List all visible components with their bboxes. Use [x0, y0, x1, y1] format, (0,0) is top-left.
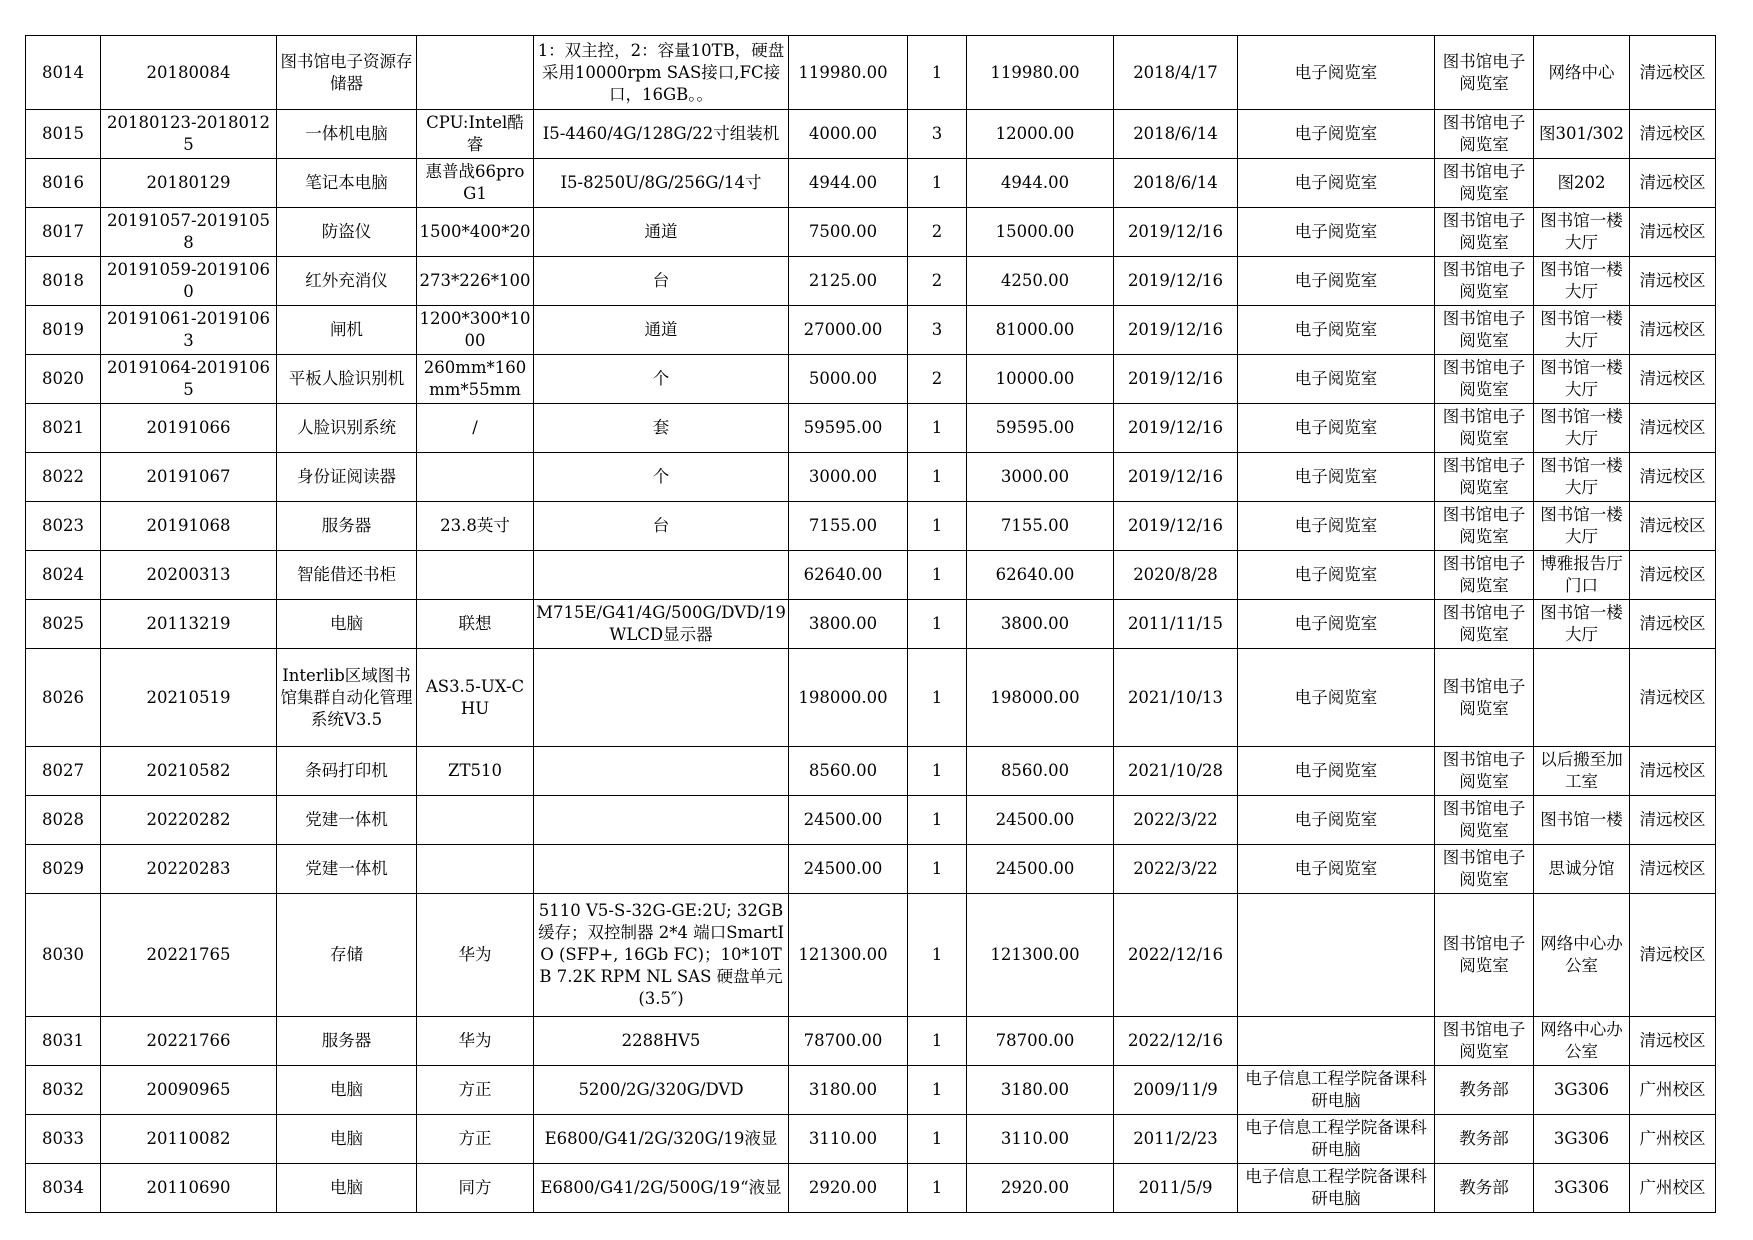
- cell-purchase-date: 2022/3/22: [1114, 796, 1238, 845]
- cell-quantity: 1: [908, 1164, 967, 1213]
- cell-campus: 清远校区: [1630, 453, 1716, 502]
- cell-purchase-date: 2020/8/28: [1114, 551, 1238, 600]
- table-row: [26, 257, 1716, 306]
- cell-campus: 清远校区: [1630, 649, 1716, 747]
- cell-purchase-date: 2021/10/28: [1114, 747, 1238, 796]
- cell-total-amount: 119980.00: [967, 36, 1114, 110]
- cell-asset-name: 闸机: [277, 306, 417, 355]
- cell-asset-name: 笔记本电脑: [277, 159, 417, 208]
- cell-unit-price: 8560.00: [789, 747, 908, 796]
- cell-usage: 电子阅览室: [1238, 502, 1435, 551]
- cell-usage: 电子阅览室: [1238, 600, 1435, 649]
- cell-model-spec: [417, 796, 534, 845]
- cell-purchase-date: 2019/12/16: [1114, 502, 1238, 551]
- cell-asset-name: 党建一体机: [277, 796, 417, 845]
- cell-unit-price: 3000.00: [789, 453, 908, 502]
- cell-department: 图书馆电子阅览室: [1435, 36, 1534, 110]
- cell-seq: 8024: [26, 551, 101, 600]
- cell-configuration: 1：双主控，2：容量10TB，硬盘采用10000rpm SAS接口,FC接口，16GB。。: [534, 36, 789, 110]
- cell-configuration: 个: [534, 453, 789, 502]
- cell-quantity: 1: [908, 600, 967, 649]
- cell-seq: 8023: [26, 502, 101, 551]
- cell-purchase-date: 2018/6/14: [1114, 110, 1238, 159]
- cell-purchase-date: 2019/12/16: [1114, 306, 1238, 355]
- cell-campus: 清远校区: [1630, 551, 1716, 600]
- cell-quantity: 1: [908, 159, 967, 208]
- cell-department: 图书馆电子阅览室: [1435, 845, 1534, 894]
- asset-table-body: [26, 36, 1716, 1213]
- cell-department: 图书馆电子阅览室: [1435, 110, 1534, 159]
- cell-asset-name: 党建一体机: [277, 845, 417, 894]
- cell-seq: 8016: [26, 159, 101, 208]
- cell-model-spec: CPU:Intel酷睿: [417, 110, 534, 159]
- cell-department: 图书馆电子阅览室: [1435, 747, 1534, 796]
- cell-usage: 电子阅览室: [1238, 36, 1435, 110]
- cell-unit-price: 2920.00: [789, 1164, 908, 1213]
- cell-seq: 8027: [26, 747, 101, 796]
- cell-campus: 清远校区: [1630, 845, 1716, 894]
- cell-asset-code: 20110082: [101, 1115, 277, 1164]
- cell-campus: 广州校区: [1630, 1115, 1716, 1164]
- cell-quantity: 1: [908, 453, 967, 502]
- cell-total-amount: 12000.00: [967, 110, 1114, 159]
- cell-location: 图书馆一楼大厅: [1534, 453, 1630, 502]
- cell-configuration: I5-8250U/8G/256G/14寸: [534, 159, 789, 208]
- cell-usage: 电子阅览室: [1238, 649, 1435, 747]
- cell-purchase-date: 2019/12/16: [1114, 404, 1238, 453]
- cell-campus: 清远校区: [1630, 36, 1716, 110]
- table-row: [26, 600, 1716, 649]
- cell-campus: 清远校区: [1630, 306, 1716, 355]
- cell-department: 图书馆电子阅览室: [1435, 453, 1534, 502]
- cell-asset-name: 服务器: [277, 502, 417, 551]
- cell-location: 网络中心办公室: [1534, 894, 1630, 1017]
- cell-asset-name: 条码打印机: [277, 747, 417, 796]
- cell-department: 图书馆电子阅览室: [1435, 551, 1534, 600]
- cell-total-amount: 10000.00: [967, 355, 1114, 404]
- cell-total-amount: 78700.00: [967, 1017, 1114, 1066]
- cell-location: 博雅报告厅门口: [1534, 551, 1630, 600]
- cell-model-spec: 23.8英寸: [417, 502, 534, 551]
- cell-seq: 8017: [26, 208, 101, 257]
- cell-asset-name: 电脑: [277, 1066, 417, 1115]
- cell-configuration: [534, 551, 789, 600]
- cell-asset-code: 20220282: [101, 796, 277, 845]
- cell-model-spec: 联想: [417, 600, 534, 649]
- cell-quantity: 1: [908, 36, 967, 110]
- cell-unit-price: 5000.00: [789, 355, 908, 404]
- asset-table: [25, 35, 1716, 1213]
- cell-total-amount: 15000.00: [967, 208, 1114, 257]
- cell-seq: 8022: [26, 453, 101, 502]
- cell-asset-code: 20191064-20191065: [101, 355, 277, 404]
- cell-asset-name: Interlib区域图书馆集群自动化管理系统V3.5: [277, 649, 417, 747]
- table-row: [26, 1066, 1716, 1115]
- cell-department: 图书馆电子阅览室: [1435, 1017, 1534, 1066]
- cell-department: 图书馆电子阅览室: [1435, 159, 1534, 208]
- cell-asset-code: 20180129: [101, 159, 277, 208]
- cell-configuration: 通道: [534, 306, 789, 355]
- cell-purchase-date: 2011/5/9: [1114, 1164, 1238, 1213]
- table-row: [26, 502, 1716, 551]
- cell-model-spec: 同方: [417, 1164, 534, 1213]
- table-row: [26, 110, 1716, 159]
- cell-department: 教务部: [1435, 1115, 1534, 1164]
- cell-seq: 8029: [26, 845, 101, 894]
- cell-department: 教务部: [1435, 1066, 1534, 1115]
- cell-campus: 清远校区: [1630, 600, 1716, 649]
- cell-total-amount: 24500.00: [967, 845, 1114, 894]
- cell-campus: 清远校区: [1630, 404, 1716, 453]
- cell-total-amount: 198000.00: [967, 649, 1114, 747]
- cell-location: 图书馆一楼大厅: [1534, 355, 1630, 404]
- table-row: [26, 1017, 1716, 1066]
- cell-total-amount: 59595.00: [967, 404, 1114, 453]
- cell-asset-code: 20191068: [101, 502, 277, 551]
- cell-asset-code: 20191067: [101, 453, 277, 502]
- cell-seq: 8026: [26, 649, 101, 747]
- cell-model-spec: 273*226*100: [417, 257, 534, 306]
- cell-total-amount: 121300.00: [967, 894, 1114, 1017]
- cell-unit-price: 121300.00: [789, 894, 908, 1017]
- cell-asset-name: 防盗仪: [277, 208, 417, 257]
- cell-seq: 8030: [26, 894, 101, 1017]
- table-row: [26, 159, 1716, 208]
- table-row: [26, 1115, 1716, 1164]
- cell-configuration: 套: [534, 404, 789, 453]
- cell-location: 图202: [1534, 159, 1630, 208]
- cell-location: 图书馆一楼大厅: [1534, 404, 1630, 453]
- cell-campus: 清远校区: [1630, 159, 1716, 208]
- cell-location: 网络中心办公室: [1534, 1017, 1630, 1066]
- cell-location: 以后搬至加工室: [1534, 747, 1630, 796]
- cell-total-amount: 3800.00: [967, 600, 1114, 649]
- cell-location: 3G306: [1534, 1066, 1630, 1115]
- cell-usage: [1238, 1017, 1435, 1066]
- cell-location: 思诚分馆: [1534, 845, 1630, 894]
- cell-unit-price: 62640.00: [789, 551, 908, 600]
- cell-unit-price: 3110.00: [789, 1115, 908, 1164]
- cell-seq: 8014: [26, 36, 101, 110]
- cell-quantity: 1: [908, 845, 967, 894]
- cell-department: 图书馆电子阅览室: [1435, 306, 1534, 355]
- cell-usage: 电子阅览室: [1238, 208, 1435, 257]
- cell-quantity: 2: [908, 257, 967, 306]
- cell-asset-name: 服务器: [277, 1017, 417, 1066]
- cell-unit-price: 78700.00: [789, 1017, 908, 1066]
- cell-asset-name: 身份证阅读器: [277, 453, 417, 502]
- cell-location: 图书馆一楼大厅: [1534, 502, 1630, 551]
- cell-purchase-date: 2019/12/16: [1114, 355, 1238, 404]
- cell-campus: 清远校区: [1630, 110, 1716, 159]
- cell-configuration: 台: [534, 257, 789, 306]
- cell-asset-code: 20210582: [101, 747, 277, 796]
- cell-campus: 清远校区: [1630, 796, 1716, 845]
- cell-usage: 电子阅览室: [1238, 306, 1435, 355]
- cell-total-amount: 4250.00: [967, 257, 1114, 306]
- cell-usage: 电子阅览室: [1238, 845, 1435, 894]
- cell-department: 图书馆电子阅览室: [1435, 208, 1534, 257]
- cell-quantity: 1: [908, 894, 967, 1017]
- cell-total-amount: 24500.00: [967, 796, 1114, 845]
- cell-configuration: M715E/G41/4G/500G/DVD/19WLCD显示器: [534, 600, 789, 649]
- cell-total-amount: 4944.00: [967, 159, 1114, 208]
- cell-campus: 广州校区: [1630, 1066, 1716, 1115]
- cell-usage: 电子阅览室: [1238, 110, 1435, 159]
- cell-location: 图书馆一楼大厅: [1534, 257, 1630, 306]
- cell-model-spec: [417, 453, 534, 502]
- cell-location: 图书馆一楼大厅: [1534, 306, 1630, 355]
- cell-model-spec: 1200*300*1000: [417, 306, 534, 355]
- cell-total-amount: 62640.00: [967, 551, 1114, 600]
- cell-usage: 电子阅览室: [1238, 355, 1435, 404]
- table-row: [26, 404, 1716, 453]
- cell-unit-price: 7500.00: [789, 208, 908, 257]
- cell-usage: 电子阅览室: [1238, 257, 1435, 306]
- cell-seq: 8020: [26, 355, 101, 404]
- table-row: [26, 208, 1716, 257]
- cell-department: 图书馆电子阅览室: [1435, 257, 1534, 306]
- cell-asset-name: 电脑: [277, 1164, 417, 1213]
- cell-configuration: E6800/G41/2G/320G/19液显: [534, 1115, 789, 1164]
- cell-purchase-date: 2021/10/13: [1114, 649, 1238, 747]
- cell-purchase-date: 2022/12/16: [1114, 1017, 1238, 1066]
- table-row: [26, 453, 1716, 502]
- cell-purchase-date: 2011/2/23: [1114, 1115, 1238, 1164]
- cell-location: 3G306: [1534, 1164, 1630, 1213]
- cell-usage: 电子阅览室: [1238, 404, 1435, 453]
- cell-purchase-date: 2022/3/22: [1114, 845, 1238, 894]
- cell-seq: 8033: [26, 1115, 101, 1164]
- cell-quantity: 3: [908, 306, 967, 355]
- cell-campus: 广州校区: [1630, 1164, 1716, 1213]
- cell-asset-name: 图书馆电子资源存储器: [277, 36, 417, 110]
- cell-usage: 电子阅览室: [1238, 796, 1435, 845]
- cell-asset-name: 人脸识别系统: [277, 404, 417, 453]
- cell-campus: 清远校区: [1630, 894, 1716, 1017]
- cell-model-spec: 华为: [417, 1017, 534, 1066]
- cell-seq: 8019: [26, 306, 101, 355]
- cell-configuration: I5-4460/4G/128G/22寸组装机: [534, 110, 789, 159]
- cell-quantity: 1: [908, 1115, 967, 1164]
- cell-model-spec: 1500*400*20: [417, 208, 534, 257]
- cell-unit-price: 4944.00: [789, 159, 908, 208]
- cell-seq: 8034: [26, 1164, 101, 1213]
- cell-location: 图书馆一楼大厅: [1534, 600, 1630, 649]
- cell-purchase-date: 2019/12/16: [1114, 208, 1238, 257]
- cell-location: 3G306: [1534, 1115, 1630, 1164]
- cell-asset-name: 智能借还书柜: [277, 551, 417, 600]
- cell-total-amount: 3000.00: [967, 453, 1114, 502]
- cell-unit-price: 4000.00: [789, 110, 908, 159]
- cell-campus: 清远校区: [1630, 208, 1716, 257]
- cell-quantity: 1: [908, 404, 967, 453]
- cell-unit-price: 27000.00: [789, 306, 908, 355]
- table-row: [26, 1164, 1716, 1213]
- cell-model-spec: AS3.5-UX-CHU: [417, 649, 534, 747]
- cell-asset-code: 20191057-20191058: [101, 208, 277, 257]
- cell-configuration: [534, 649, 789, 747]
- cell-department: 教务部: [1435, 1164, 1534, 1213]
- table-row: [26, 894, 1716, 1017]
- cell-total-amount: 2920.00: [967, 1164, 1114, 1213]
- cell-unit-price: 2125.00: [789, 257, 908, 306]
- cell-model-spec: [417, 845, 534, 894]
- cell-model-spec: 华为: [417, 894, 534, 1017]
- cell-unit-price: 3180.00: [789, 1066, 908, 1115]
- cell-model-spec: [417, 551, 534, 600]
- cell-purchase-date: 2011/11/15: [1114, 600, 1238, 649]
- cell-model-spec: ZT510: [417, 747, 534, 796]
- cell-asset-code: 20191059-20191060: [101, 257, 277, 306]
- cell-department: 图书馆电子阅览室: [1435, 404, 1534, 453]
- cell-total-amount: 3110.00: [967, 1115, 1114, 1164]
- table-row: [26, 796, 1716, 845]
- cell-asset-name: 电脑: [277, 1115, 417, 1164]
- cell-configuration: [534, 796, 789, 845]
- cell-model-spec: 方正: [417, 1115, 534, 1164]
- cell-usage: 电子信息工程学院备课科研电脑: [1238, 1066, 1435, 1115]
- cell-asset-code: 20200313: [101, 551, 277, 600]
- cell-location: 网络中心: [1534, 36, 1630, 110]
- cell-asset-code: 20221765: [101, 894, 277, 1017]
- cell-quantity: 1: [908, 649, 967, 747]
- cell-department: 图书馆电子阅览室: [1435, 355, 1534, 404]
- table-row: [26, 845, 1716, 894]
- cell-seq: 8015: [26, 110, 101, 159]
- cell-location: 图301/302: [1534, 110, 1630, 159]
- cell-asset-code: 20221766: [101, 1017, 277, 1066]
- cell-configuration: [534, 747, 789, 796]
- cell-asset-code: 20220283: [101, 845, 277, 894]
- cell-usage: 电子信息工程学院备课科研电脑: [1238, 1164, 1435, 1213]
- table-row: [26, 36, 1716, 110]
- cell-purchase-date: 2019/12/16: [1114, 257, 1238, 306]
- cell-department: 图书馆电子阅览室: [1435, 649, 1534, 747]
- cell-asset-code: 20191066: [101, 404, 277, 453]
- cell-asset-name: 存储: [277, 894, 417, 1017]
- cell-unit-price: 7155.00: [789, 502, 908, 551]
- cell-model-spec: 惠普战66proG1: [417, 159, 534, 208]
- cell-model-spec: 260mm*160mm*55mm: [417, 355, 534, 404]
- cell-campus: 清远校区: [1630, 1017, 1716, 1066]
- cell-usage: 电子信息工程学院备课科研电脑: [1238, 1115, 1435, 1164]
- cell-purchase-date: 2022/12/16: [1114, 894, 1238, 1017]
- cell-quantity: 1: [908, 1017, 967, 1066]
- cell-asset-name: 平板人脸识别机: [277, 355, 417, 404]
- cell-department: 图书馆电子阅览室: [1435, 796, 1534, 845]
- cell-asset-code: 20090965: [101, 1066, 277, 1115]
- cell-unit-price: 24500.00: [789, 845, 908, 894]
- cell-seq: 8031: [26, 1017, 101, 1066]
- cell-campus: 清远校区: [1630, 747, 1716, 796]
- cell-unit-price: 119980.00: [789, 36, 908, 110]
- cell-model-spec: 方正: [417, 1066, 534, 1115]
- cell-quantity: 1: [908, 1066, 967, 1115]
- cell-location: [1534, 649, 1630, 747]
- cell-purchase-date: 2019/12/16: [1114, 453, 1238, 502]
- cell-asset-code: 20110690: [101, 1164, 277, 1213]
- cell-purchase-date: 2009/11/9: [1114, 1066, 1238, 1115]
- table-row: [26, 747, 1716, 796]
- cell-unit-price: 59595.00: [789, 404, 908, 453]
- cell-quantity: 1: [908, 796, 967, 845]
- cell-total-amount: 81000.00: [967, 306, 1114, 355]
- cell-configuration: 5110 V5-S-32G-GE:2U; 32GB缓存；双控制器 2*4 端口SmartIO (SFP+, 16Gb FC)；10*10TB 7.2K RPM NL SAS 硬盘单元(3.5″): [534, 894, 789, 1017]
- cell-asset-code: 20191061-20191063: [101, 306, 277, 355]
- cell-department: 图书馆电子阅览室: [1435, 502, 1534, 551]
- cell-asset-name: 红外充消仪: [277, 257, 417, 306]
- table-row: [26, 551, 1716, 600]
- cell-asset-code: 20180084: [101, 36, 277, 110]
- cell-quantity: 2: [908, 208, 967, 257]
- table-row: [26, 649, 1716, 747]
- cell-total-amount: 3180.00: [967, 1066, 1114, 1115]
- table-row: [26, 355, 1716, 404]
- cell-configuration: 个: [534, 355, 789, 404]
- cell-configuration: E6800/G41/2G/500G/19“液显: [534, 1164, 789, 1213]
- cell-seq: 8018: [26, 257, 101, 306]
- cell-asset-code: 20113219: [101, 600, 277, 649]
- cell-usage: 电子阅览室: [1238, 747, 1435, 796]
- cell-campus: 清远校区: [1630, 502, 1716, 551]
- cell-quantity: 2: [908, 355, 967, 404]
- cell-department: 图书馆电子阅览室: [1435, 894, 1534, 1017]
- cell-quantity: 1: [908, 747, 967, 796]
- cell-quantity: 1: [908, 551, 967, 600]
- cell-model-spec: /: [417, 404, 534, 453]
- cell-total-amount: 8560.00: [967, 747, 1114, 796]
- cell-total-amount: 7155.00: [967, 502, 1114, 551]
- cell-seq: 8025: [26, 600, 101, 649]
- cell-configuration: 2288HV5: [534, 1017, 789, 1066]
- cell-usage: 电子阅览室: [1238, 159, 1435, 208]
- cell-asset-code: 20180123-20180125: [101, 110, 277, 159]
- cell-configuration: 台: [534, 502, 789, 551]
- cell-usage: 电子阅览室: [1238, 453, 1435, 502]
- cell-unit-price: 198000.00: [789, 649, 908, 747]
- cell-location: 图书馆一楼: [1534, 796, 1630, 845]
- cell-quantity: 1: [908, 502, 967, 551]
- cell-configuration: [534, 845, 789, 894]
- cell-purchase-date: 2018/6/14: [1114, 159, 1238, 208]
- cell-configuration: 5200/2G/320G/DVD: [534, 1066, 789, 1115]
- cell-model-spec: [417, 36, 534, 110]
- cell-asset-code: 20210519: [101, 649, 277, 747]
- cell-unit-price: 3800.00: [789, 600, 908, 649]
- cell-purchase-date: 2018/4/17: [1114, 36, 1238, 110]
- cell-usage: 电子阅览室: [1238, 551, 1435, 600]
- cell-location: 图书馆一楼大厅: [1534, 208, 1630, 257]
- cell-seq: 8032: [26, 1066, 101, 1115]
- cell-asset-name: 电脑: [277, 600, 417, 649]
- cell-department: 图书馆电子阅览室: [1435, 600, 1534, 649]
- cell-configuration: 通道: [534, 208, 789, 257]
- cell-campus: 清远校区: [1630, 257, 1716, 306]
- table-row: [26, 306, 1716, 355]
- cell-campus: 清远校区: [1630, 355, 1716, 404]
- cell-asset-name: 一体机电脑: [277, 110, 417, 159]
- cell-unit-price: 24500.00: [789, 796, 908, 845]
- cell-quantity: 3: [908, 110, 967, 159]
- cell-seq: 8028: [26, 796, 101, 845]
- cell-seq: 8021: [26, 404, 101, 453]
- cell-usage: [1238, 894, 1435, 1017]
